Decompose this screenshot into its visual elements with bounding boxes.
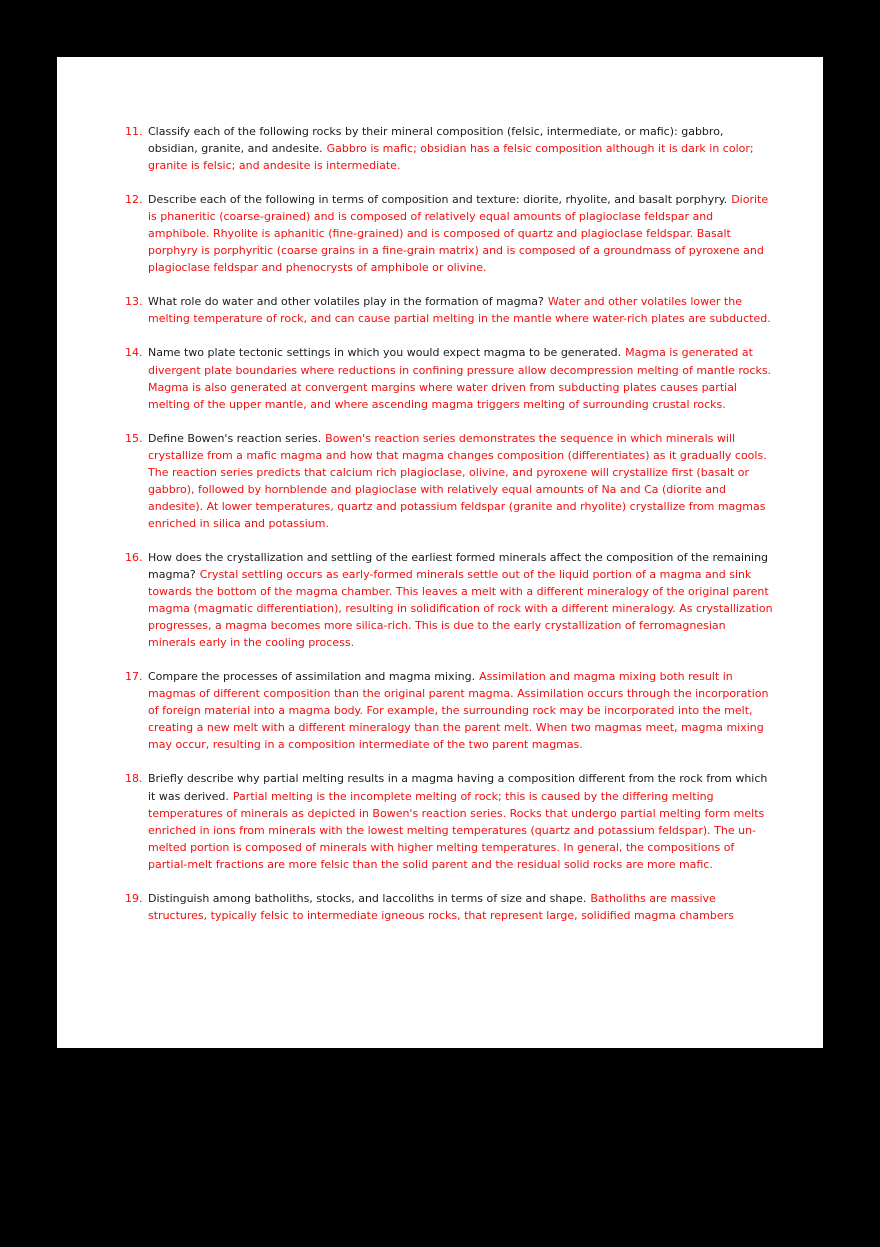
question-answer-text [148,890,775,924]
answer-text: Partial melting is the incomplete melting of rock; this is caused by the differing melting temperatures of minerals as depicted in Bowen's reaction series. Rocks that undergo partial melting form melts enriched in ions from minerals with the lowest melting temperatures (quartz and potassium feldspar). The un-melted portion is composed of minerals with higher melting temperatures. In general, the compositions of partial-melt fractions are more felsic than the solid parent and the residual solid rocks are more mafic. [148,789,765,871]
question-text: Distinguish among batholiths, stocks, and laccoliths in terms of size and shape. [148,891,587,905]
question-number: 19. [125,891,143,905]
answer-text: Water and other volatiles lower the melting temperature of rock, and can cause partial melting in the mantle where water-rich plates are subducted. [148,295,771,326]
question-answer-text [148,549,775,651]
answer-text: Bowen's reaction series demonstrates the sequence in which minerals will crystallize from a mafic magma and how that magma changes composition (differentiates) as it gradually cools. The reaction series predicts that calcium rich plagioclase, olivine, and pyroxene will crystallize first (basalt or gabbro), followed by hornblende and plagioclase with relatively equal amounts of Na and Ca (diorite and andesite). At lower temperatures, quartz and potassium feldspar (granite and rhyolite) crystallize from magmas enriched in silica and potassium. [148,431,767,530]
question-answer-text [148,191,775,276]
answer-text: Magma is generated at divergent plate boundaries where reductions in confining pressure allow decompression melting of mantle rocks. Magma is also generated at convergent margins where water driven from subducting plates causes partial melting of the upper mantle, and where ascending magma triggers melting of surrounding crustal rocks. [148,346,772,411]
question-answer-text [148,770,775,872]
question-text: What role do water and other volatiles play in the formation of magma? [148,295,544,309]
document-page [57,57,823,1048]
question-answer-text [148,344,775,412]
question-answer-text [148,430,775,532]
answer-text: Assimilation and magma mixing both result in magmas of different composition than the original parent magma. Assimilation occurs through the incorporation of foreign material into a magma body. For example, the surrounding rock may be incorporated into the melt, creating a new melt with a different mineralogy than the parent melt. When two magmas meet, magma mixing may occur, resulting in a composition intermediate of the two parent magmas. [148,670,769,752]
qa-item-17 [125,668,775,753]
qa-item-18 [125,770,775,872]
question-number: 17. [125,670,143,684]
question-text: Classify each of the following rocks by their mineral composition (felsic, intermediate, or mafic): gabbro, obsidian, granite, and andesite. [148,125,724,156]
question-answer-text [148,123,775,174]
qa-item-19 [125,890,775,924]
question-text: Briefly describe why partial melting results in a magma having a composition different from the rock from which it was derived. [148,772,768,803]
qa-item-15 [125,430,775,532]
question-number: 12. [125,193,143,207]
qa-item-16 [125,549,775,651]
question-number: 18. [125,772,143,786]
question-text: Compare the processes of assimilation and magma mixing. [148,670,476,684]
question-number: 15. [125,431,143,445]
question-number: 14. [125,346,143,360]
qa-item-11 [125,123,775,174]
qa-item-12 [125,191,775,276]
question-text: How does the crystallization and settling of the earliest formed minerals affect the composition of the remaining magma? [148,550,769,581]
answer-text: Batholiths are massive structures, typically felsic to intermediate igneous rocks, that represent large, solidified magma chambers [148,891,734,922]
question-answer-text [148,668,775,753]
qa-item-14 [125,344,775,412]
question-answer-text [148,293,775,327]
question-number: 11. [125,125,143,138]
answer-text: Diorite is phaneritic (coarse-grained) and is composed of relatively equal amounts of plagioclase feldspar and amphibole. Rhyolite is aphanitic (fine-grained) and is composed of quartz and plagioclase feldspar. Basalt porphyry is porphyritic (coarse grains in a fine-grain matrix) and is composed of a groundmass of pyroxene and plagioclase feldspar and phenocrysts of amphibole or olivine. [148,193,769,275]
answer-text: Crystal settling occurs as early-formed minerals settle out of the liquid portion of a magma and sink towards the bottom of the magma chamber. This leaves a melt with a different mineralogy of the original parent magma (magmatic differentiation), resulting in solidification of rock with a different mineralogy. As crystallization progresses, a magma becomes more silica-rich. This is due to the early crystallization of ferromagnesian minerals early in the cooling process. [148,567,773,650]
question-number: 16. [125,550,143,564]
question-text: Describe each of the following in terms of composition and texture: diorite, rhyolite, and basalt porphyry. [148,193,728,207]
question-number: 13. [125,295,143,309]
question-text: Define Bowen's reaction series. [148,431,322,445]
question-text: Name two plate tectonic settings in which you would expect magma to be generated. [148,346,622,360]
answer-text: Gabbro is mafic; obsidian has a felsic composition although it is dark in color; granite is felsic; and andesite is intermediate. [148,142,754,173]
qa-item-13 [125,293,775,327]
